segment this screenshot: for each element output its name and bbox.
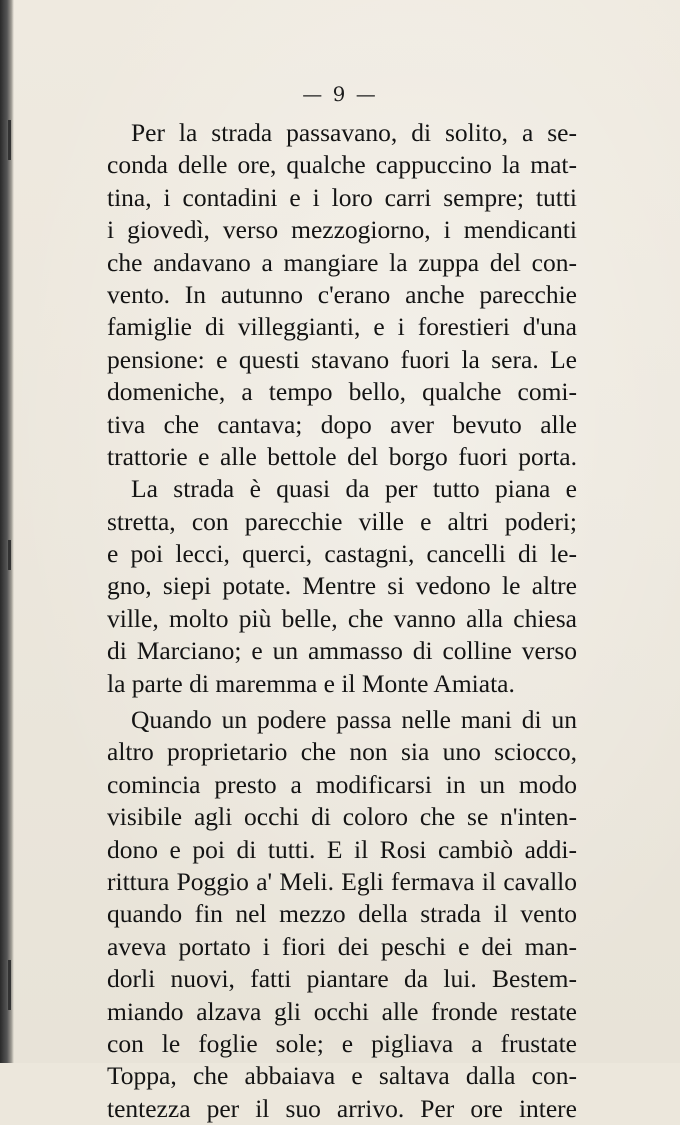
text-line: e poi lecci, querci, castagni, cancelli di le- [107,539,577,569]
book-spine-shadow [0,0,14,1063]
text-line: domeniche, a tempo bello, qualche comi- [107,377,577,407]
text-line: dono e poi di tutti. E il Rosi cambiò addi- [107,834,577,864]
text-line: Per la strada passavano, di solito, a se- [131,118,577,147]
text-line: trattorie e alle bettole del borgo fuori porta. [107,441,577,471]
text-line: Quando un podere passa nelle mani di un [131,705,577,735]
text-line: con le foglie sole; e pigliava a frustate [107,1028,577,1058]
text-line: vento. In autunno c'erano anche parecchie [107,279,577,309]
text-line: rittura Poggio a' Meli. Egli fermava il cavallo [107,866,577,896]
text-line: la parte di maremma e il Monte Amiata. [107,668,515,698]
text-line: La strada è quasi da per tutto piana e [131,474,577,504]
text-line: comincia presto a modificarsi in un modo [107,769,577,799]
paragraph-2 [107,473,577,700]
text-line: aveva portato i fiori dei peschi e dei man- [107,931,577,961]
body-text [107,117,577,1125]
text-line: tina, i contadini e i loro carri sempre; tutti [107,182,577,212]
text-line: i giovedì, verso mezzogiorno, i mendicanti [107,215,577,245]
text-line: ville, molto più belle, che vanno alla chiesa [107,603,577,633]
text-line: pensione: e questi stavano fuori la sera. Le [107,344,577,374]
text-line: tentezza per il suo arrivo. Per ore intere [107,1093,577,1123]
text-line: che andavano a mangiare la zuppa del con- [107,247,577,277]
text-line: conda delle ore, qualche cappuccino la mat- [107,150,577,180]
text-line: quando fin nel mezzo della strada il vento [107,899,577,929]
spine-mark [8,960,11,1010]
text-line: miando alzava gli occhi alle fronde restate [107,996,577,1026]
spine-mark [8,120,11,160]
text-line: tiva che cantava; dopo aver bevuto alle [107,409,577,439]
text-line: gno, siepi potate. Mentre si vedono le altre [107,571,577,601]
text-line: famiglie di villeggianti, e i forestieri d'una [107,312,577,342]
text-line: dorli nuovi, fatti piantare da lui. Bestem- [107,964,577,994]
page-number: — 9 — [302,82,378,106]
text-line: visibile agli occhi di coloro che se n'inten- [107,802,577,832]
text-line: altro proprietario che non sia uno sciocco, [107,737,577,767]
paragraph-3 [107,704,577,1125]
spine-mark [8,540,11,570]
text-line: stretta, con parecchie ville e altri poderi; [107,506,577,536]
text-line: Toppa, che abbaiava e saltava dalla con- [107,1061,577,1091]
text-line: di Marciano; e un ammasso di colline verso [107,636,577,666]
paragraph-1 [107,117,577,473]
